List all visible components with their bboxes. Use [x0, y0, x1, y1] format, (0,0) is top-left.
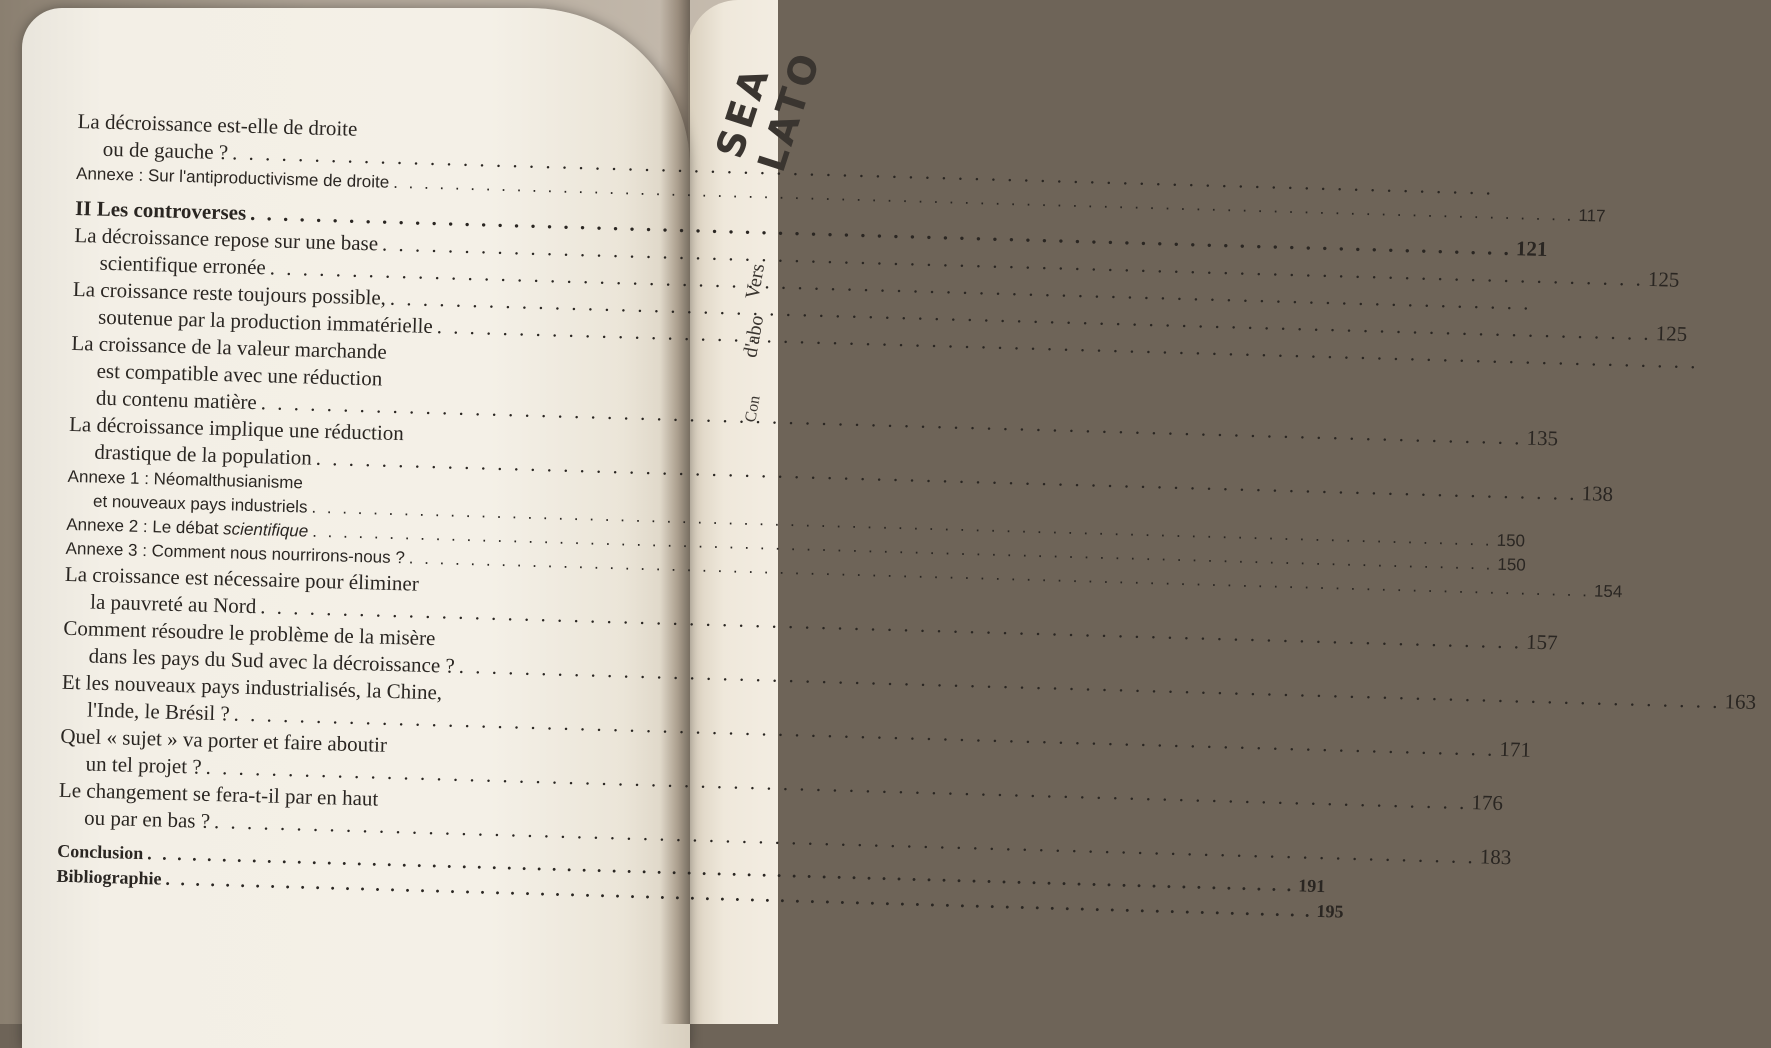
toc-entry-text: la pauvreté au Nord: [89, 589, 257, 619]
toc-entry-text: La croissance est nécessaire pour éliminer: [64, 561, 420, 596]
toc-entry-text: soutenue par la production immatérielle: [97, 304, 434, 338]
page-number: 176: [1471, 790, 1504, 816]
page-number: 150: [1497, 554, 1527, 575]
page-number: 125: [1655, 321, 1688, 347]
page-number: 138: [1581, 481, 1614, 507]
toc-entry-text: La décroissance implique une réduction: [68, 411, 405, 446]
right-page-fragment: Con: [742, 394, 764, 424]
page-number: 195: [1316, 900, 1344, 922]
italic-word: scientifique: [222, 519, 309, 541]
toc-entry-text: Et les nouveaux pays industrialisés, la Chine,: [61, 669, 443, 705]
toc-entry-text: Annexe 2 : Le débat scientifique: [66, 514, 309, 541]
toc-entry-text: Annexe : Sur l'antiproductivisme de droite: [75, 163, 390, 192]
toc-entry-text: Annexe 3 : Comment nous nourrirons-nous ?: [65, 538, 406, 568]
toc-entry-text: Quel « sujet » va porter et faire aboutir: [60, 723, 388, 757]
page-number: 121: [1515, 236, 1548, 262]
right-page-title: SEA LATO: [707, 44, 830, 177]
page-number: 150: [1496, 530, 1526, 551]
toc-entry-text: La croissance de la valeur marchande: [71, 330, 388, 364]
right-page-fragment: d'abo: [739, 313, 769, 360]
page-number: 154: [1593, 581, 1623, 602]
page-number: 171: [1499, 736, 1532, 762]
toc-entry-text: La décroissance repose sur une base: [74, 222, 379, 256]
toc-entry-text: est compatible avec une réduction: [96, 358, 383, 391]
toc-entry-text: Annexe 1 : Néomalthusianisme: [67, 466, 304, 493]
toc-entry-text: drastique de la population: [94, 439, 313, 470]
toc-entry-text: du contenu matière: [95, 385, 258, 415]
toc-entry-text: La décroissance est-elle de droite: [77, 108, 358, 141]
toc-entry-text: Le changement se fera-t-il par en haut: [58, 777, 379, 811]
toc-entry-text: et nouveaux pays industriels: [92, 491, 308, 517]
section-title: Conclusion: [56, 840, 144, 864]
toc-entry-text: l'Inde, le Brésil ?: [86, 697, 231, 726]
page-number: 135: [1526, 425, 1559, 451]
section-title: II Les controverses: [74, 195, 247, 225]
toc-entry-text: La croissance reste toujours possible,: [72, 276, 387, 310]
toc-entry-text: un tel projet ?: [85, 751, 203, 779]
toc-entry-text: dans les pays du Sud avec la décroissance ?: [88, 643, 456, 678]
toc-entry-text: scientifique erronée: [99, 250, 267, 280]
page-number: 191: [1298, 875, 1326, 897]
toc-entry-text: Comment résoudre le problème de la misère: [63, 615, 436, 651]
right-page-fragment: Vers: [741, 261, 770, 301]
page-number: 117: [1578, 205, 1606, 226]
page-number: 183: [1479, 844, 1512, 870]
page-number: 125: [1647, 266, 1680, 292]
page-number: 163: [1724, 689, 1757, 715]
toc-entry-text: ou par en bas ?: [83, 805, 211, 833]
toc-entry-text: ou de gauche ?: [102, 136, 229, 165]
section-title: Bibliographie: [56, 865, 162, 889]
page-number: 157: [1525, 629, 1558, 655]
